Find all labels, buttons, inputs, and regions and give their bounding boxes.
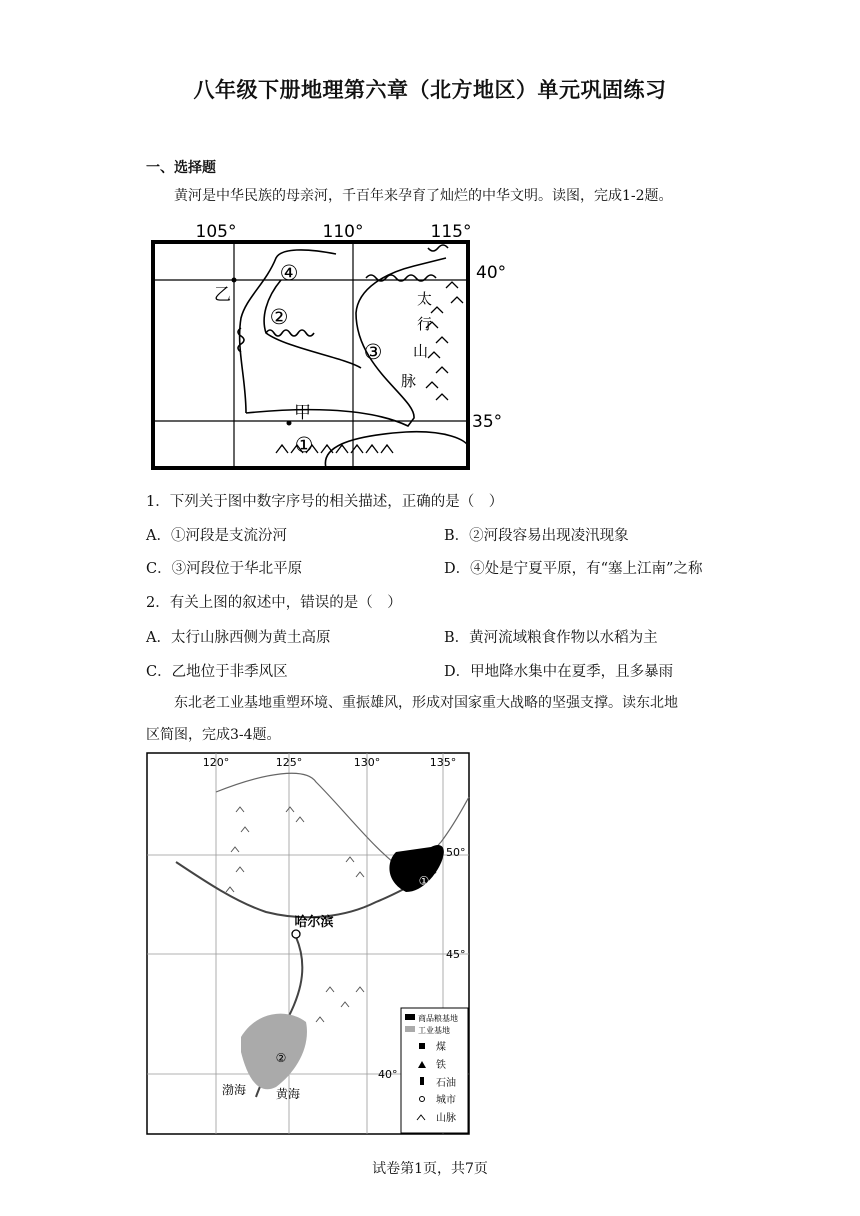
place-yi: 乙 (214, 285, 231, 305)
intro-paragraph-2-line-2: 区简图，完成3-4题。 (146, 727, 281, 743)
legend-mountain: 山脉 (436, 1113, 456, 1124)
label-circle-2: ② (269, 305, 289, 329)
lon-label: 110° (322, 222, 364, 242)
lon-label: 130° (353, 756, 381, 769)
lon-label: 105° (195, 222, 237, 242)
legend-city: 城市 (436, 1095, 456, 1106)
lat-label: 40° (378, 1068, 398, 1081)
northeast-china-map (146, 752, 476, 1138)
sea-bohai: 渤海 (221, 1083, 247, 1097)
lat-label: 45° (446, 948, 466, 961)
legend-grain: 商品粮基地 (418, 1014, 458, 1023)
intro-paragraph-2-line-1: 东北老工业基地重塑环境、重振雄风，形成对国家重大战略的坚强支撑。读东北地 (174, 695, 678, 711)
q2-option-a[interactable]: A．太行山脉西侧为黄土高原 (146, 630, 331, 646)
yellow-river-map (146, 218, 506, 474)
sea-huanghai: 黄海 (275, 1087, 301, 1101)
city-harbin: 哈尔滨 (294, 915, 334, 930)
legend-iron: 铁 (436, 1060, 446, 1071)
label-circle-4: ④ (279, 261, 299, 285)
lon-label: 115° (430, 222, 472, 242)
question-2-stem: 2．有关上图的叙述中，错误的是（ ） (146, 595, 402, 611)
intro-paragraph-1: 黄河是中华民族的母亲河，千百年来孕育了灿烂的中华文明。读图，完成1-2题。 (174, 188, 673, 204)
lat-label: 35° (472, 412, 503, 432)
taihang-char: 山 (413, 342, 429, 360)
lon-label: 125° (275, 756, 303, 769)
q1-option-b[interactable]: B．②河段容易出现凌汛现象 (444, 528, 629, 544)
lat-label: 40° (476, 263, 506, 283)
great-wall-line (266, 330, 314, 336)
page-footer: 试卷第1页，共7页 (372, 1161, 488, 1177)
q2-option-c[interactable]: C．乙地位于非季风区 (146, 664, 288, 680)
page-title: 八年级下册地理第六章（北方地区）单元巩固练习 (193, 78, 667, 102)
map-legend (401, 1008, 468, 1133)
q1-option-c[interactable]: C．③河段位于华北平原 (146, 561, 303, 577)
label-circle-3: ③ (363, 340, 383, 364)
legend-industry: 工业基地 (418, 1026, 450, 1035)
question-1-stem: 1．下列关于图中数字序号的相关描述，正确的是（ ） (146, 494, 504, 510)
lon-label: 135° (429, 756, 457, 769)
q1-option-a[interactable]: A．①河段是支流汾河 (146, 528, 287, 544)
place-jia: 甲 (294, 403, 311, 423)
q2-option-d[interactable]: D．甲地降水集中在夏季，且多暴雨 (444, 664, 674, 680)
mark-2: ② (275, 1051, 287, 1065)
yellow-river (325, 432, 468, 468)
lat-label: 50° (446, 846, 466, 859)
legend-oil: 石油 (436, 1078, 456, 1089)
lon-label: 120° (202, 756, 230, 769)
legend-coal: 煤 (436, 1042, 446, 1053)
taihang-char: 行 (417, 315, 433, 333)
q2-option-b[interactable]: B．黄河流域粮食作物以水稻为主 (444, 630, 658, 646)
taihang-char: 脉 (401, 372, 417, 390)
section-heading: 一、选择题 (146, 160, 216, 176)
city-dot (292, 930, 300, 938)
q1-option-d[interactable]: D．④处是宁夏平原，有“塞上江南”之称 (444, 561, 703, 577)
taihang-char: 太 (417, 290, 433, 308)
mark-1: ① (418, 874, 430, 888)
label-circle-1: ① (294, 433, 314, 457)
mountain-symbols (276, 445, 393, 453)
